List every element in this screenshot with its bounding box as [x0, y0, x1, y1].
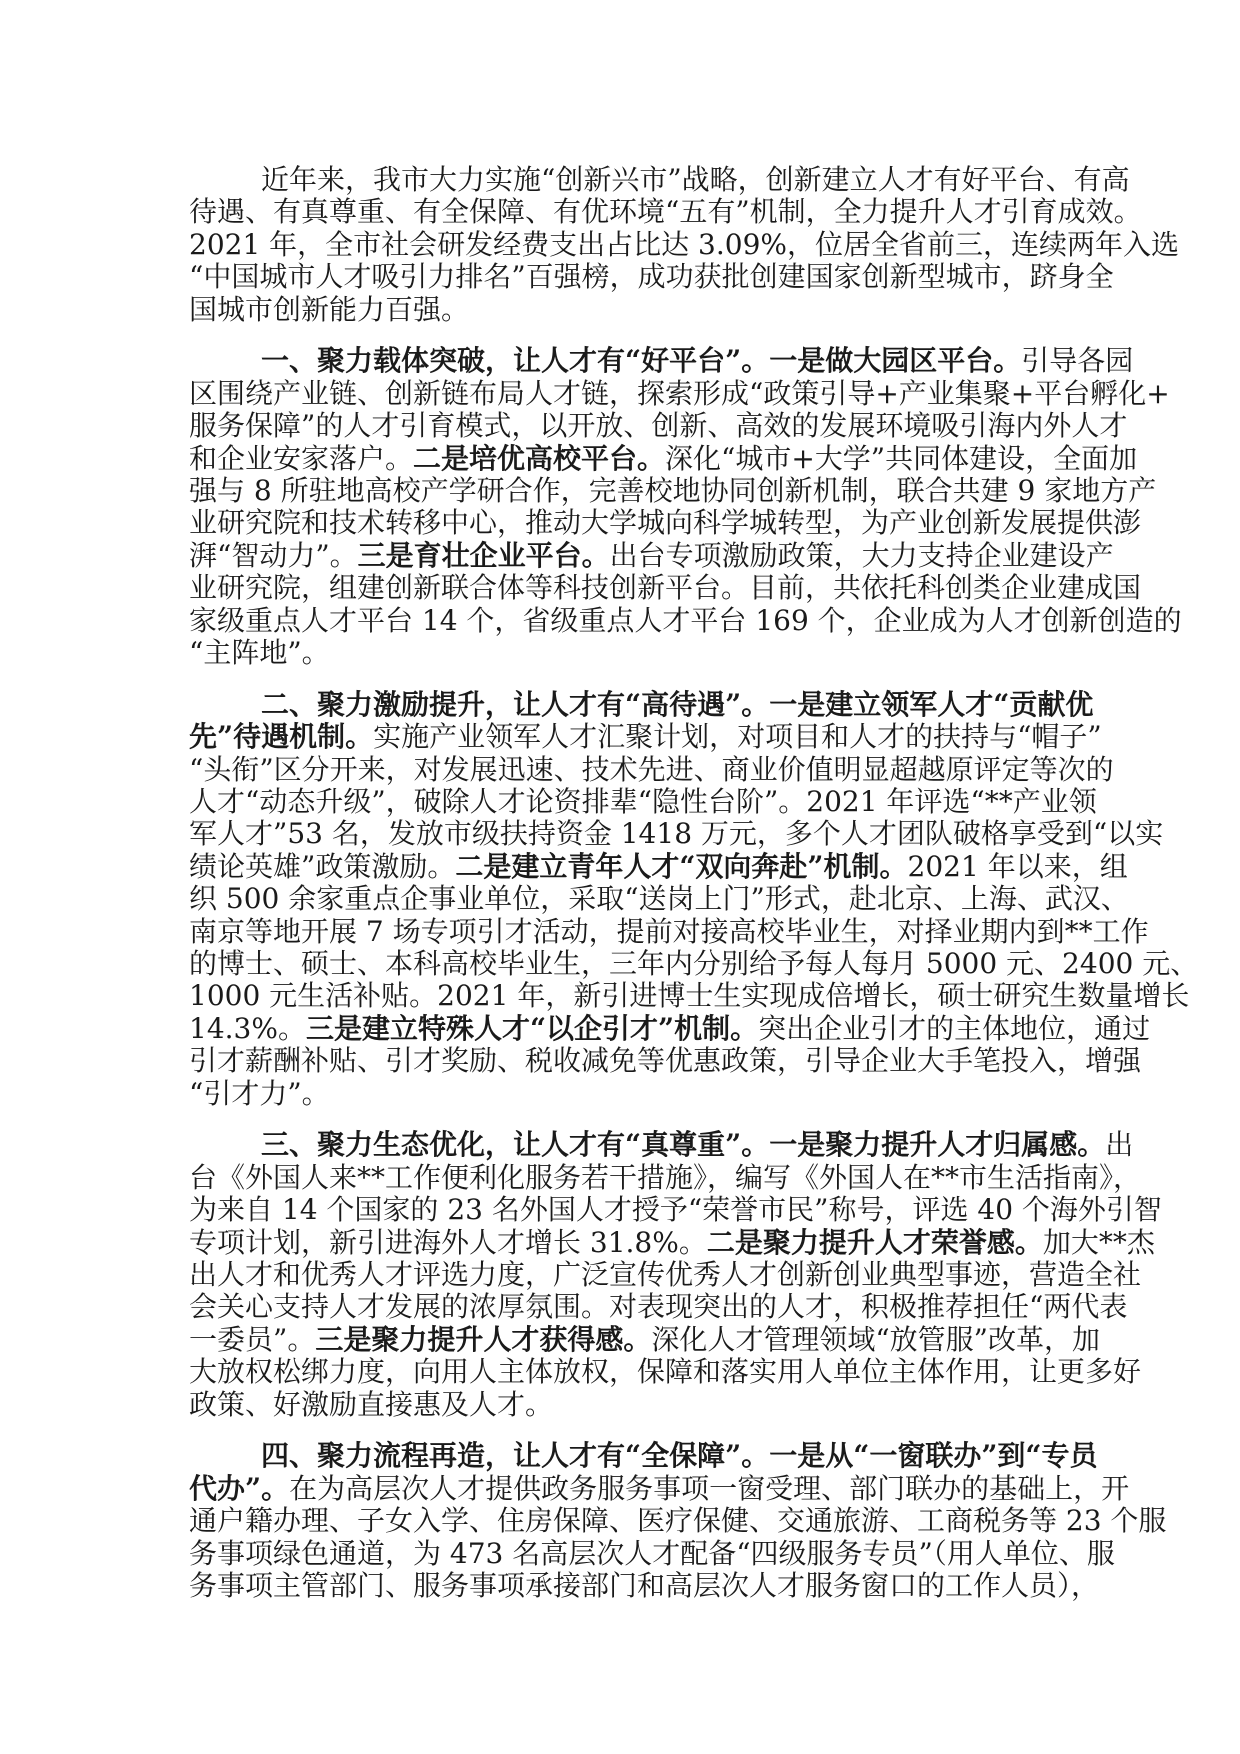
- text-line: [189, 882, 1129, 916]
- text-line: [189, 785, 1097, 819]
- text-line: [189, 1569, 1100, 1603]
- body-text: 深化人才管理领域“放管服”改革，加: [651, 1322, 1100, 1356]
- body-text: 政策、好激励直接惠及人才。: [189, 1387, 554, 1421]
- text-line: [189, 1225, 1155, 1259]
- bold-heading-text: 二是聚力提升人才荣誉感。: [706, 1225, 1043, 1259]
- text-line: [189, 1128, 1134, 1162]
- body-text: 近年来，我市大力实施“创新兴市”战略，创新建立人才有好平台、有高: [261, 163, 1130, 196]
- text-line: [189, 1078, 1057, 1110]
- text-line: [189, 1322, 1100, 1356]
- body-text: 引才薪酬补贴、引才奖励、税收减免等优惠政策，引导企业大手笔投入，增强: [189, 1044, 1142, 1078]
- bold-heading-text: 三是聚力提升人才获得感。: [315, 1322, 652, 1356]
- text-line: [189, 1439, 1098, 1473]
- body-text: 织 500 余家重点企事业单位，采取“送岗上门”形式，赴北京、上海、武汉、: [189, 882, 1129, 916]
- paragraph: [189, 163, 1180, 326]
- text-line: [189, 1290, 1128, 1324]
- body-text: 一委员”。: [189, 1322, 316, 1356]
- text-line: [189, 979, 1190, 1013]
- text-line: [189, 1193, 1162, 1227]
- body-text: 引导各园: [1021, 344, 1134, 378]
- body-text: 和企业安家落户。: [189, 441, 414, 475]
- bold-heading-text: 三是建立特殊人才“以企引才”机制。: [305, 1011, 759, 1045]
- bold-heading-text: 二是培优高校平台。: [413, 441, 666, 475]
- body-text: 大放权松绑力度，向用人主体放权，保障和落实用人单位主体作用，让更多好: [189, 1355, 1142, 1389]
- text-line: [189, 849, 1128, 883]
- body-text: 的博士、硕士、本科高校毕业生，三年内分别给予每人每月 5000 元、2400 元、: [189, 946, 1199, 980]
- body-text: 2021 年以来，组: [907, 849, 1128, 883]
- body-text: 家级重点人才平台 14 个，省级重点人才平台 169 个，企业成为人才创新创造的: [189, 603, 1182, 637]
- body-text: 台《外国人来**工作便利化服务若干措施》，编写《外国人在**市生活指南》，: [189, 1160, 1142, 1194]
- text-line: [189, 1504, 1167, 1538]
- text-line: [189, 1160, 1142, 1194]
- text-line: [189, 752, 1114, 786]
- text-line: [189, 227, 1180, 261]
- body-text: 待遇、有真尊重、有全保障、有优环境“五有”机制，全力提升人才引育成效。: [189, 195, 1142, 229]
- bold-heading-text: 二、聚力激励提升，让人才有“高待遇”。一是建立领军人才“贡献优: [261, 687, 1094, 721]
- body-text: 会关心支持人才发展的浓厚氛围。对表现突出的人才，积极推荐担任“两代表: [189, 1290, 1128, 1324]
- body-text: 务事项主管部门、服务事项承接部门和高层次人才服务窗口的工作人员），: [189, 1569, 1100, 1603]
- bold-heading-text: 四、聚力流程再造，让人才有“全保障”。一是从“一窗联办”到“专员: [261, 1439, 1098, 1473]
- document-body: [189, 163, 1199, 1622]
- text-line: [189, 506, 1142, 540]
- text-line: [189, 603, 1182, 637]
- bold-heading-text: 二是建立青年人才“双向奔赴”机制。: [455, 849, 908, 883]
- text-line: [189, 914, 1149, 948]
- text-line: [189, 571, 1142, 605]
- body-text: 专项计划，新引进海外人才增长 31.8%。: [189, 1225, 707, 1259]
- text-line: [189, 720, 1102, 754]
- body-text: 在为高层次人才提供政务服务事项一窗受理、部门联办的基础上，开: [289, 1471, 1130, 1505]
- paragraph: [189, 1439, 1167, 1603]
- text-line: [189, 376, 1170, 410]
- text-line: [189, 260, 1114, 294]
- body-text: 南京等地开展 7 场专项引才活动，提前对接高校毕业生，对择业期内到**工作: [189, 914, 1149, 948]
- text-line: [189, 1355, 1142, 1389]
- body-text: “主阵地”。: [189, 635, 330, 669]
- text-line: [189, 474, 1157, 508]
- text-line: [189, 441, 1138, 475]
- bold-heading-text: 一、聚力载体突破，让人才有“好平台”。一是做大园区平台。: [261, 344, 1022, 378]
- body-text: “中国城市人才吸引力排名”百强榜，成功获批创建国家创新型城市，跻身全: [189, 260, 1114, 294]
- text-line: [189, 1258, 1142, 1291]
- text-line: [189, 344, 1134, 378]
- body-text: 务事项绿色通道，为 473 名高层次人才配备“四级服务专员”（用人单位、服: [189, 1536, 1115, 1570]
- body-text: 业研究院，组建创新联合体等科技创新平台。目前，共依托科创类企业建成国: [189, 571, 1142, 605]
- paragraph: [189, 1128, 1162, 1421]
- text-line: [189, 195, 1142, 229]
- body-text: 突出企业引才的主体地位，通过: [758, 1011, 1151, 1045]
- text-line: [189, 817, 1164, 851]
- text-line: [189, 946, 1199, 980]
- body-text: 人才“动态升级”，破除人才论资排辈“隐性台阶”。2021 年评选“**产业领: [189, 785, 1097, 819]
- bold-heading-text: 三、聚力生态优化，让人才有“真尊重”。一是聚力提升人才归属感。: [261, 1128, 1106, 1162]
- text-line: [189, 1536, 1115, 1570]
- text-line: [189, 294, 1057, 326]
- bold-heading-text: 先”待遇机制。: [189, 720, 374, 754]
- text-line: [189, 163, 1130, 196]
- body-text: 湃“智动力”。: [189, 538, 358, 572]
- text-line: [189, 1471, 1130, 1505]
- body-text: 出: [1105, 1128, 1134, 1162]
- body-text: 区围绕产业链、创新链布局人才链，探索形成“政策引导+产业集聚+平台孵化+: [189, 376, 1170, 410]
- body-text: 军人才”53 名，发放市级扶持资金 1418 万元，多个人才团队破格享受到“以实: [189, 817, 1164, 851]
- text-line: [189, 1011, 1151, 1045]
- body-text: 14.3%。: [189, 1011, 306, 1045]
- body-text: 通户籍办理、子女入学、住房保障、医疗保健、交通旅游、工商税务等 23 个服: [189, 1504, 1167, 1538]
- body-text: “头衔”区分开来，对发展迅速、技术先进、商业价值明显超越原评定等次的: [189, 752, 1114, 786]
- paragraph: [189, 344, 1182, 669]
- text-line: [189, 538, 1114, 572]
- body-text: 服务保障”的人才引育模式，以开放、创新、高效的发展环境吸引海内外人才: [189, 409, 1128, 443]
- body-text: 为来自 14 个国家的 23 名外国人才授予“荣誉市民”称号，评选 40 个海外引智: [189, 1193, 1162, 1227]
- body-text: 实施产业领军人才汇聚计划，对项目和人才的扶持与“帽子”: [373, 720, 1102, 754]
- body-text: 深化“城市+大学”共同体建设，全面加: [665, 441, 1138, 475]
- body-text: 出人才和优秀人才评选力度，广泛宣传优秀人才创新创业典型事迹，营造全社: [189, 1258, 1142, 1291]
- text-line: [189, 687, 1094, 721]
- text-line: [189, 1044, 1142, 1078]
- body-text: 2021 年，全市社会研发经费支出占比达 3.09%，位居全省前三，连续两年入选: [189, 227, 1180, 261]
- body-text: 绩论英雄”政策激励。: [189, 849, 456, 883]
- body-text: 出台专项激励政策，大力支持企业建设产: [609, 538, 1114, 572]
- body-text: 国城市创新能力百强。: [189, 292, 470, 326]
- text-line: [189, 409, 1128, 443]
- text-line: [189, 1389, 1057, 1421]
- bold-heading-text: 代办”。: [189, 1471, 290, 1505]
- bold-heading-text: 三是育壮企业平台。: [357, 538, 610, 572]
- body-text: 加大**杰: [1042, 1225, 1155, 1259]
- body-text: 业研究院和技术转移中心，推动大学城向科学城转型，为产业创新发展提供澎: [189, 506, 1142, 540]
- body-text: 1000 元生活补贴。2021 年，新引进博士生实现成倍增长，硕士研究生数量增长: [189, 979, 1190, 1013]
- text-line: [189, 637, 1057, 669]
- body-text: “引才力”。: [189, 1076, 330, 1110]
- paragraph: [189, 687, 1199, 1110]
- body-text: 强与 8 所驻地高校产学研合作，完善校地协同创新机制，联合共建 9 家地方产: [189, 474, 1157, 508]
